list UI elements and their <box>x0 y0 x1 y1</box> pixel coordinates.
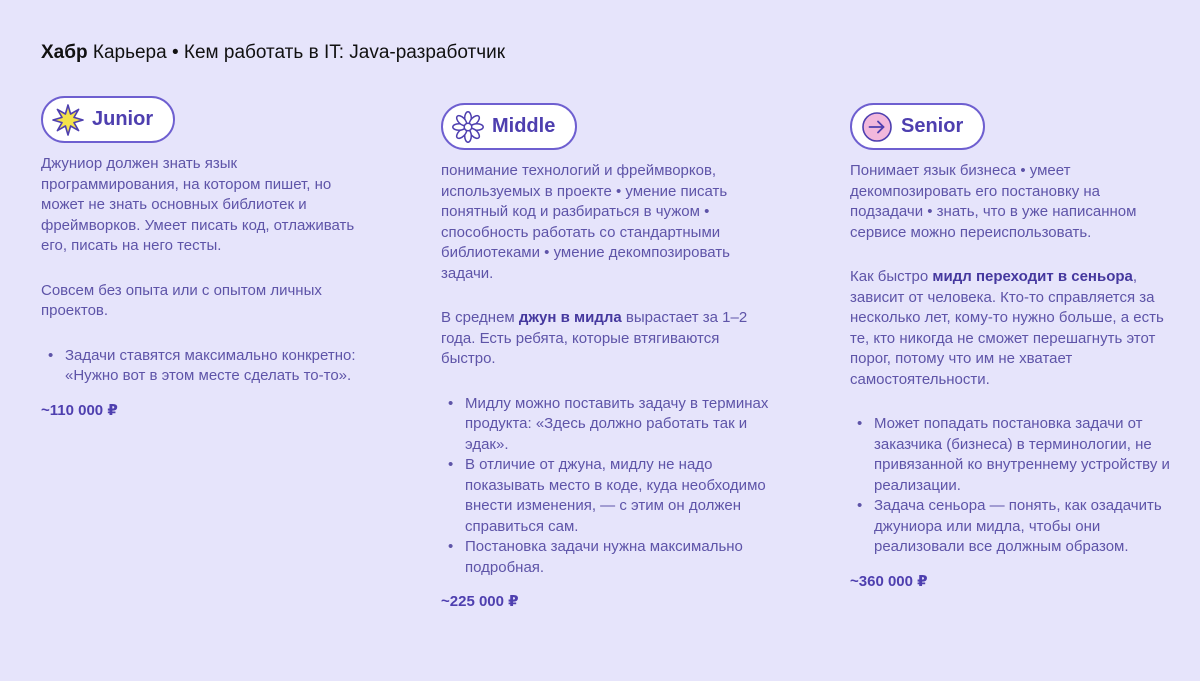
column-middle <box>441 103 771 610</box>
middle-growth: В среднем джун в мидла вырастает за 1–2 года. Есть ребята, которые втягиваются быстро. <box>441 309 748 367</box>
junior-experience: Совсем без опыта или с опытом личных проектов. <box>41 281 322 319</box>
list-item: • Задача сеньора — понять, как озадачить джуниора или мидла, чтобы они реализовали все должным образом. <box>874 496 1170 558</box>
page-title: Кем работать в IT: Java-разработчик <box>183 42 506 63</box>
middle-salary: ~225 000 ₽ <box>441 593 519 610</box>
list-item: • В отличие от джуна, мидлу не надо показывать место в коде, куда необходимо внести изменения, — с этим он должен справиться сам. <box>465 455 771 537</box>
list-item: • Постановка задачи нужна максимально подробная. <box>465 537 771 578</box>
level-badge-senior <box>850 103 985 150</box>
column-junior <box>41 96 371 419</box>
level-label: Middle <box>492 115 556 137</box>
level-label: Junior <box>92 108 154 130</box>
level-badge-junior <box>41 96 175 143</box>
level-badge-middle <box>441 103 577 150</box>
level-label: Senior <box>901 115 964 137</box>
page-header <box>41 42 505 64</box>
star-burst-icon <box>52 104 84 136</box>
list-item: • Может попадать постановка задачи от заказчика (бизнеса) в терминологии, не привязанной ко внутреннему устройству и реализации. <box>874 414 1170 496</box>
middle-task-list <box>441 394 771 579</box>
junior-salary: ~110 000 ₽ <box>41 401 118 419</box>
senior-salary: ~360 000 ₽ <box>850 572 928 590</box>
senior-task-list <box>850 414 1170 558</box>
junior-description: Джуниор должен знать язык программирования, на котором пишет, но может не знать основных библиотек и фреймворков. Умеет писать код, отлаживать его, писать на него тесты. <box>41 155 355 254</box>
brand-product: Карьера <box>92 42 167 63</box>
senior-skills: Понимает язык бизнеса • умеет декомпозировать его постановку на подзадачи • знать, что в уже написанном сервисе можно переиспользовать. <box>850 162 1137 241</box>
list-item: • Задачи ставятся максимально конкретно: «Нужно вот в этом месте сделать то-то». <box>65 346 371 387</box>
column-senior <box>850 103 1170 590</box>
middle-skills: понимание технологий и фреймворков, используемых в проекте • умение писать понятный код и разбираться в чужом • способность работать со стандартными библиотеками • умение декомпозировать задачи. <box>441 162 730 282</box>
brand-name: Хабр <box>41 42 88 63</box>
header-separator: • <box>166 42 184 63</box>
list-item: • Мидлу можно поставить задачу в терминах продукта: «Здесь должно работать так и эдак». <box>465 394 771 456</box>
flower-icon <box>452 111 484 143</box>
arrow-right-circle-icon <box>861 111 893 143</box>
junior-task-list <box>41 346 371 387</box>
senior-growth: Как быстро мидл переходит в сеньора, зависит от человека. Кто-то справляется за несколько лет, кому-то нужно больше, а есть те, кто никогда не сможет перешагнуть этот порог, потому что им не хватает самостоятельности. <box>850 268 1164 388</box>
